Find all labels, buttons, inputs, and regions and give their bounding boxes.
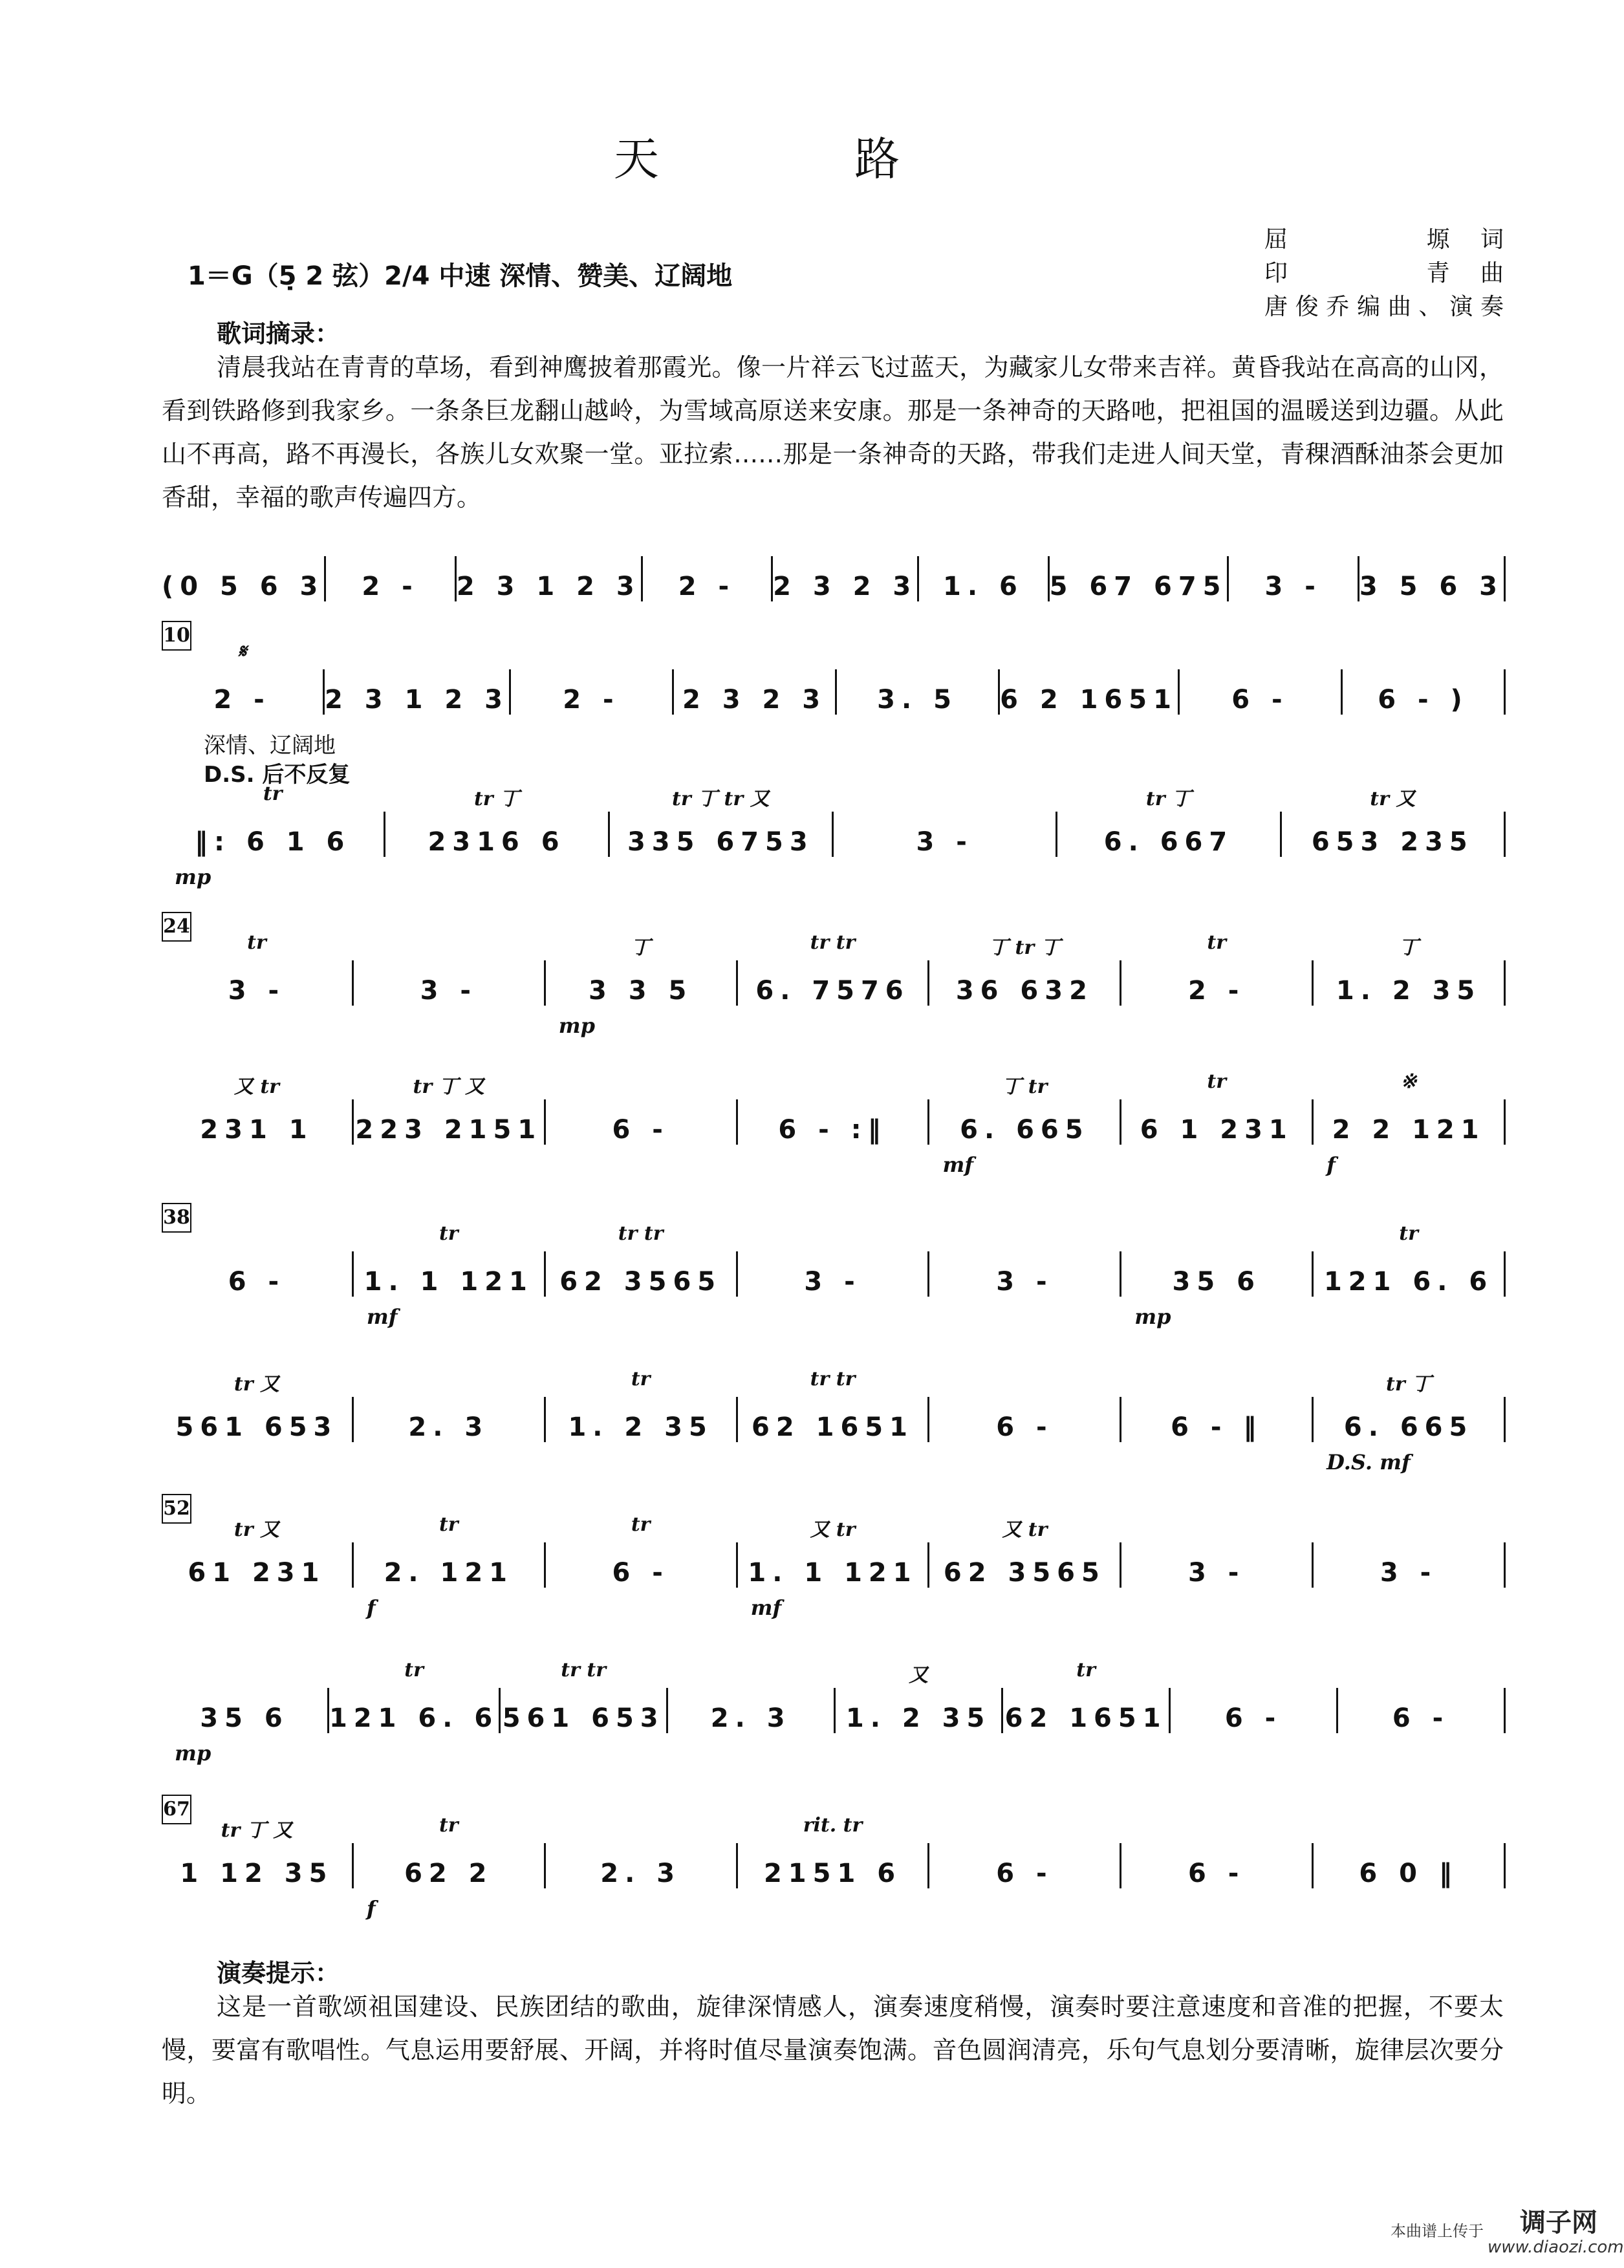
- dynamic-marking: mp: [175, 1741, 211, 1766]
- measure: [499, 1659, 666, 1733]
- ornament-marking: tr 丁 又: [221, 1819, 293, 1842]
- dynamic-marking: f: [1326, 1152, 1336, 1177]
- notes: 3 5 6 3: [1359, 572, 1504, 601]
- key-signature: 1＝G（5̣ 2 弦）2/4 中速 深情、赞美、辽阔地: [188, 261, 733, 291]
- measure: [509, 669, 672, 715]
- score-row: [162, 640, 1506, 715]
- notes: 6. 667: [1103, 827, 1234, 857]
- dynamic-marking: mf: [942, 1152, 974, 1177]
- measure: [1227, 556, 1357, 601]
- ornament-marking: rit. tr: [803, 1814, 863, 1837]
- score-row: [162, 1513, 1506, 1620]
- notes: 653 235: [1311, 827, 1474, 857]
- ornament-marking: tr 又: [1370, 788, 1416, 810]
- measure: [927, 936, 1120, 1006]
- notes: 2 -: [1188, 976, 1246, 1006]
- notes: 6. 665: [1343, 1412, 1474, 1442]
- ornament-marking: 丁 tr 丁: [989, 936, 1061, 959]
- ornament-marking: tr tr: [810, 1368, 856, 1390]
- measure: [544, 1099, 736, 1145]
- ornament-marking: tr: [1076, 1659, 1096, 1681]
- notes: 6. 665: [960, 1115, 1090, 1145]
- expression-marking: 深情、辽阔地: [204, 733, 336, 759]
- measure: [736, 1814, 928, 1888]
- notes: 1 12 35: [180, 1859, 334, 1888]
- notes: 6 -: [1188, 1859, 1246, 1888]
- notes: 561 653: [175, 1412, 338, 1442]
- ornament-marking: tr: [438, 1814, 459, 1837]
- measure: [1120, 1843, 1312, 1888]
- notes: 6 0 ‖: [1359, 1859, 1458, 1888]
- dynamic-marking: mp: [175, 865, 211, 889]
- measure: [162, 1075, 352, 1145]
- ornament-marking: 又 tr: [233, 1075, 279, 1098]
- notes: 35 6: [200, 1703, 289, 1733]
- ornament-marking: 丁 tr: [1002, 1075, 1048, 1098]
- notes: 3 3 5: [588, 976, 693, 1006]
- measure: [736, 1251, 928, 1297]
- measure: [324, 556, 454, 601]
- notes: 2 -: [362, 572, 419, 601]
- notes: 62 3565: [943, 1558, 1106, 1588]
- notes: 3 -: [996, 1267, 1054, 1297]
- measure: [1312, 1070, 1504, 1177]
- ornament-marking: 又 tr: [810, 1518, 856, 1541]
- notes: 6 -: [1231, 685, 1289, 715]
- measure: [1336, 1688, 1504, 1733]
- measure: [1001, 1659, 1169, 1733]
- measure: [832, 812, 1056, 857]
- measure: [544, 1843, 736, 1888]
- watermark-url[interactable]: www.diaozi.com: [1488, 2238, 1624, 2257]
- score-row: [162, 1222, 1506, 1329]
- notes: 62 3565: [559, 1267, 722, 1297]
- ornament-marking: 𝄋: [238, 640, 246, 663]
- ornament-marking: tr 丁: [1145, 788, 1192, 810]
- notes: 2 -: [213, 685, 271, 715]
- watermark-logo: 调子网: [1520, 2208, 1597, 2238]
- notes: 2316 6: [428, 827, 566, 857]
- measure: [352, 1513, 544, 1620]
- ornament-marking: ※: [1400, 1070, 1417, 1093]
- ornament-marking: tr: [1399, 1222, 1418, 1245]
- ornament-marking: tr: [631, 1368, 651, 1390]
- measure-number: 24: [162, 912, 191, 942]
- measure: [1120, 1251, 1312, 1329]
- measure: [736, 1518, 928, 1620]
- measure: [352, 960, 544, 1006]
- notes: 6 -: [1392, 1703, 1450, 1733]
- measure: [544, 1222, 736, 1297]
- notes: 3 -: [1380, 1558, 1438, 1588]
- dynamic-marking: mp: [558, 1013, 595, 1038]
- measure: [927, 1843, 1120, 1888]
- measure: [736, 931, 928, 1006]
- measure: [1048, 556, 1228, 601]
- notes: 35 6: [1172, 1267, 1261, 1297]
- tips-text: 这是一首歌颂祖国建设、民族团结的歌曲，旋律深情感人，演奏速度稍慢，演奏时要注意速度和音准的把握，不要太慢，要富有歌唱性。气息运用要舒展、开阔，并将时值尽量演奏饱满。音色圆润清亮，乐句气息划分要清晰，旋律层次要分明。: [162, 1993, 1504, 2108]
- ornament-marking: 又: [909, 1664, 929, 1687]
- notes: 62 1651: [752, 1412, 914, 1442]
- measure: [455, 556, 641, 601]
- lyrics-text: 清晨我站在青青的草场，看到神鹰披着那霞光。像一片祥云飞过蓝天，为藏家儿女带来吉祥。黄昏我站在高高的山冈，看到铁路修到我家乡。一条条巨龙翻山越岭，为雪域高原送来安康。那是一条神奇的天路吔，把祖国的温暖送到边疆。从此山不再高，路不再漫长，各族儿女欢聚一堂。亚拉索……那是一条神奇的天路，带我们走进人间天堂，青稞酒酥油茶会更加香甜，幸福的歌声传遍四方。: [162, 353, 1504, 512]
- score-row: [162, 1368, 1506, 1474]
- measure: [834, 1664, 1001, 1733]
- notes: 6 -: [996, 1859, 1054, 1888]
- measure: [1120, 1397, 1312, 1442]
- measure: [608, 788, 832, 857]
- measure: [771, 556, 917, 601]
- notes: 3 -: [1188, 1558, 1246, 1588]
- ds-marking: D.S. 后不反复: [204, 762, 351, 788]
- notes: (0 5 6 3: [162, 572, 325, 601]
- measure: [352, 1222, 544, 1329]
- measure: [162, 1251, 352, 1297]
- measure: [927, 1251, 1120, 1297]
- lyricist: 屈 塬词: [1264, 226, 1504, 253]
- measure: [544, 936, 736, 1038]
- notes: 62 1651: [1004, 1703, 1167, 1733]
- measure: [927, 1075, 1120, 1177]
- notes: 231 1: [200, 1115, 314, 1145]
- notes: 2 3 2 3: [682, 685, 827, 715]
- composer: 印 青曲: [1264, 260, 1504, 286]
- ornament-marking: 丁: [631, 936, 651, 959]
- measure: [1120, 1542, 1312, 1588]
- measure: [1312, 1843, 1504, 1888]
- notes: 6 - ‖: [1171, 1412, 1263, 1442]
- measure: [327, 1659, 499, 1733]
- ornament-marking: tr: [247, 931, 266, 954]
- ornament-marking: 丁: [1399, 936, 1419, 959]
- notes: 6 -: [612, 1558, 669, 1588]
- measure: [352, 1814, 544, 1921]
- ornament-marking: tr: [438, 1222, 459, 1245]
- notes: 2151 6: [763, 1859, 902, 1888]
- notes: 3 -: [916, 827, 973, 857]
- measure: [736, 1099, 928, 1145]
- measure: [1120, 931, 1312, 1006]
- measure-number: 38: [162, 1203, 191, 1233]
- measure: [641, 556, 771, 601]
- page-title: 天 路: [613, 133, 991, 186]
- measure: [666, 1688, 834, 1733]
- notes: 6 - ): [1378, 685, 1469, 715]
- measure: [1056, 788, 1279, 857]
- notes: 121 6. 6: [1323, 1267, 1494, 1297]
- notes: 2. 3: [710, 1703, 792, 1733]
- notes: 3 -: [1264, 572, 1322, 601]
- score-row: [162, 1814, 1506, 1921]
- score-row: [162, 1659, 1506, 1766]
- score-row: [162, 783, 1506, 889]
- measure: [544, 1513, 736, 1588]
- ornament-marking: tr tr: [810, 931, 856, 954]
- notes: 62 2: [404, 1859, 493, 1888]
- notes: 121 6. 6: [329, 1703, 499, 1733]
- measure: [352, 1397, 544, 1442]
- dynamic-marking: mf: [366, 1304, 398, 1329]
- notes: 3 -: [420, 976, 477, 1006]
- credits: [1264, 223, 1504, 324]
- ornament-marking: tr: [1207, 931, 1227, 954]
- ornament-marking: tr: [1207, 1070, 1227, 1093]
- notes: 561 653: [502, 1703, 665, 1733]
- measure: [998, 669, 1178, 715]
- measure: [162, 1518, 352, 1588]
- score-row: [162, 556, 1506, 601]
- measure: [544, 1368, 736, 1442]
- notes: 2. 3: [600, 1859, 682, 1888]
- score-row: [162, 1070, 1506, 1177]
- notes: 36 632: [955, 976, 1094, 1006]
- measure: [672, 669, 835, 715]
- measure: [162, 640, 323, 715]
- ornament-marking: tr 丁: [1386, 1373, 1432, 1396]
- measure-number: 67: [162, 1795, 191, 1824]
- notes: 1. 2 35: [845, 1703, 991, 1733]
- ornament-marking: 又 tr: [1002, 1518, 1048, 1541]
- notes: 2 -: [678, 572, 736, 601]
- notes: 1. 1 121: [363, 1267, 534, 1297]
- ornament-marking: tr 丁 tr 又: [671, 788, 770, 810]
- measure: [162, 556, 324, 601]
- lyrics-heading: 歌词摘录：: [217, 319, 340, 348]
- notes: 6 -: [1224, 1703, 1283, 1733]
- tips-heading: 演奏提示：: [217, 1959, 340, 1987]
- notes: 6. 7576: [755, 976, 910, 1006]
- notes: 2 3 1 2 3: [325, 685, 509, 715]
- measure: [1358, 556, 1504, 601]
- dynamic-marking: f: [366, 1595, 376, 1620]
- measure: [835, 669, 998, 715]
- measure: [927, 1397, 1120, 1442]
- dynamic-marking: D.S. mf: [1326, 1450, 1411, 1474]
- notes: 5 67 675: [1049, 572, 1228, 601]
- dynamic-marking: mp: [1134, 1304, 1171, 1329]
- measure: [1280, 788, 1504, 857]
- notes: 3 -: [228, 976, 286, 1006]
- measure: [1169, 1688, 1336, 1733]
- measure: [162, 1688, 327, 1766]
- dynamic-marking: mf: [750, 1595, 782, 1620]
- notes: 223 2151: [355, 1115, 543, 1145]
- ornament-marking: tr 又: [233, 1373, 279, 1396]
- measure: [1312, 1542, 1504, 1588]
- measure: [1178, 669, 1341, 715]
- ornament-marking: tr: [263, 783, 283, 805]
- notes: 1. 2 35: [1336, 976, 1482, 1006]
- notes: 2 2 121: [1332, 1115, 1486, 1145]
- notes: 6 -: [228, 1267, 286, 1297]
- arranger: 唐俊乔编曲、演奏: [1264, 294, 1504, 320]
- measure: [927, 1518, 1120, 1588]
- measure: [162, 1373, 352, 1442]
- notes: 2. 121: [384, 1558, 514, 1588]
- measure: [323, 669, 509, 715]
- measure: [1312, 936, 1504, 1006]
- ornament-marking: tr 又: [233, 1518, 279, 1541]
- notes: 2 -: [563, 685, 620, 715]
- measure: [162, 1819, 352, 1888]
- measure-number: 52: [162, 1494, 191, 1524]
- measure: [1312, 1222, 1504, 1297]
- score-row: [162, 931, 1506, 1038]
- ornament-marking: tr tr: [618, 1222, 664, 1245]
- notes: 1. 6: [943, 572, 1024, 601]
- notes: 6 -: [612, 1115, 669, 1145]
- notes: 1. 1 121: [748, 1558, 918, 1588]
- notes: 6 -: [996, 1412, 1054, 1442]
- notes: 3. 5: [877, 685, 958, 715]
- measure: [1120, 1070, 1312, 1145]
- measure: [1341, 669, 1504, 715]
- notes: 2 3 2 3: [773, 572, 918, 601]
- notes: 6 2 1651: [1000, 685, 1178, 715]
- measure: [162, 783, 384, 889]
- measure: [1312, 1373, 1504, 1474]
- measure: [736, 1368, 928, 1442]
- dynamic-marking: f: [366, 1896, 376, 1921]
- measure: [917, 556, 1047, 601]
- ornament-marking: tr tr: [561, 1659, 607, 1681]
- ornament-marking: tr: [631, 1513, 651, 1536]
- ornament-marking: tr 丁 又: [413, 1075, 485, 1098]
- measure: [352, 1075, 544, 1145]
- measure-number: 10: [162, 621, 191, 651]
- notes: 6 - :‖: [778, 1115, 887, 1145]
- notes: 3 -: [804, 1267, 861, 1297]
- ornament-marking: tr 丁: [473, 788, 520, 810]
- measure: [162, 931, 352, 1006]
- watermark-upload: 本曲谱上传于: [1391, 2222, 1484, 2240]
- ornament-marking: tr: [404, 1659, 424, 1681]
- notes: 2. 3: [408, 1412, 490, 1442]
- notes: 335 6753: [627, 827, 814, 857]
- notes: 6 1 231: [1140, 1115, 1294, 1145]
- measure: [384, 788, 607, 857]
- ornament-marking: tr: [438, 1513, 459, 1536]
- notes: ‖: 6 1 6: [195, 827, 351, 857]
- notes: 61 231: [188, 1558, 326, 1588]
- notes: 1. 2 35: [568, 1412, 713, 1442]
- notes: 2 3 1 2 3: [456, 572, 641, 601]
